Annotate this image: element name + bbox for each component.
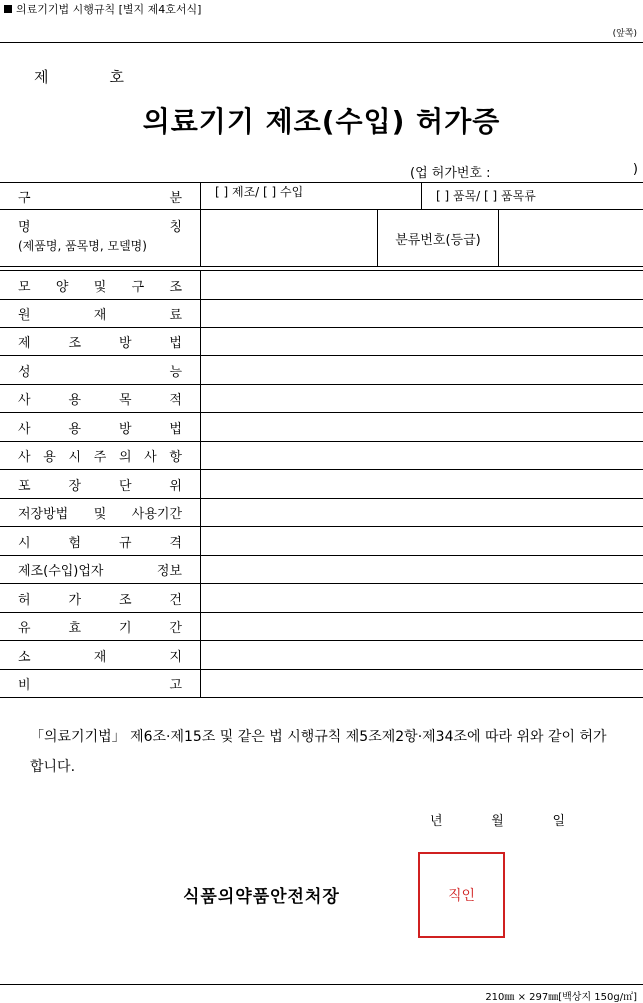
row-label: 제조(수입)업자 정보 [0,556,201,584]
issue-date: 년 월 일 [430,814,565,829]
row-value-field[interactable] [201,641,643,670]
table-row [0,442,643,470]
item-checkbox[interactable]: [ ] 품목/ [ ] 품목류 [421,183,643,209]
row-label: 포 장 단 위 [0,470,201,499]
table-row [0,271,643,300]
table-row [0,356,643,385]
row-label: 모 양 및 구 조 [0,271,201,300]
table-row [0,470,643,499]
table-row [0,328,643,356]
row-value-field[interactable] [201,613,643,641]
row-label: 저장방법 및 사용기간 [0,499,201,527]
table-row [0,385,643,413]
legal-basis-text: 「의료기기법」 제6조·제15조 및 같은 법 시행규칙 제5조제2항·제34조에 따라 위와 같이 허가합니다. [30,729,607,775]
row-value-field[interactable] [201,584,643,613]
row-label: 허 가 조 건 [0,584,201,613]
row-value-field[interactable] [201,527,643,556]
certificate-number: 제 호 [34,68,124,86]
row-label: 제 조 방 법 [0,328,201,356]
table-row [0,556,643,584]
class-number-label: 분류번호(등급) [377,210,498,266]
permit-number: (업 허가번호 : ) [410,162,638,181]
table-row [0,300,643,328]
manufacture-import-checkbox[interactable]: [ ] 제조/ [ ] 수입 [215,185,304,199]
row-value-field[interactable] [201,413,643,442]
name-row: 명 칭 (제품명, 품목명, 모델명) 분류번호(등급) [0,210,643,267]
row-value-field[interactable] [201,271,643,300]
row-label: 소 재 지 [0,641,201,670]
square-bullet-icon [4,5,12,13]
row-value-field[interactable] [201,499,643,527]
official-seal: 직인 [418,852,505,938]
table-row [0,413,643,442]
table-row [0,670,643,698]
table-row [0,641,643,670]
table-row [0,527,643,556]
table-row [0,499,643,527]
row-label: 사 용 방 법 [0,413,201,442]
paper-spec: 210㎜ × 297㎜[백상지 150g/㎡] [485,992,637,1003]
row-value-field[interactable] [201,556,643,584]
form-reference: 의료기기법 시행규칙 [별지 제4호서식] [4,1,201,17]
row-value-field[interactable] [201,356,643,385]
detail-table [0,270,643,698]
row-label: 사 용 시 주 의 사 항 [0,442,201,470]
row-label: 성 능 [0,356,201,385]
row-label: 원 재 료 [0,300,201,328]
row-value-field[interactable] [201,328,643,356]
table-row [0,613,643,641]
front-label: (앞쪽) [612,29,637,39]
row-label: 비 고 [0,670,201,698]
page-title: 의료기기 제조(수입) 허가증 [142,105,501,138]
row-value-field[interactable] [201,442,643,470]
row-label: 유 효 기 간 [0,613,201,641]
row-value-field[interactable] [201,300,643,328]
row-value-field[interactable] [201,385,643,413]
class-number-field[interactable] [498,210,643,266]
classification-row: 구 분 [ ] 제조/ [ ] 수입 [ ] 품목/ [ ] 품목류 [0,183,643,210]
table-row [0,584,643,613]
row-label: 시 험 규 격 [0,527,201,556]
permit-table [0,182,643,267]
row-label: 사 용 목 적 [0,385,201,413]
product-name-field[interactable] [201,210,377,266]
row-value-field[interactable] [201,470,643,499]
issuer-name: 식품의약품안전처장 [183,887,340,907]
row-value-field[interactable] [201,670,643,698]
